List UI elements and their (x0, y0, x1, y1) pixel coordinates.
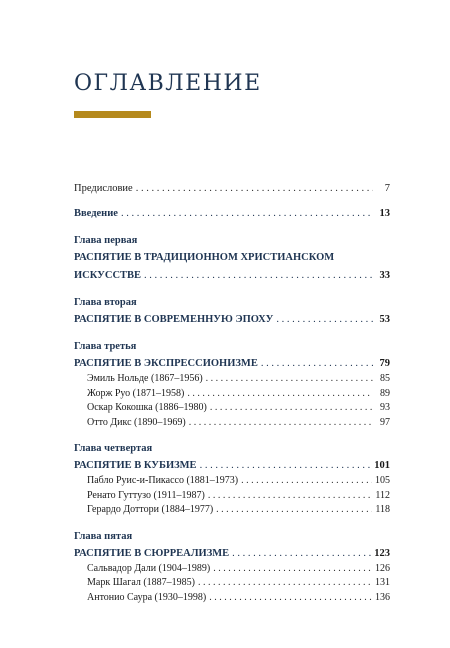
page-title: оглавление (74, 62, 262, 98)
toc-entry-title: Предисловие (74, 183, 133, 194)
dot-leader (136, 181, 373, 197)
chapter-label: Глава первая (74, 235, 138, 246)
toc-subentry[interactable] (74, 387, 390, 402)
toc-entry-intro[interactable] (74, 205, 390, 222)
toc-entry-title: Антонио Саура (1930–1998) (87, 591, 207, 603)
toc-entry-page: 131 (375, 577, 390, 588)
toc-entry-page: 53 (379, 314, 390, 325)
toc-subentry[interactable] (74, 416, 390, 431)
toc-entry-title: Ренато Гуттузо (1911–1987) (87, 489, 205, 501)
chapter-label: Глава третья (74, 341, 137, 352)
toc-subentry[interactable] (74, 576, 390, 591)
table-of-contents (74, 181, 390, 605)
toc-entry-title: РАСПЯТИЕ В СЮРРЕАЛИЗМЕ (74, 547, 230, 559)
toc-entry-title: Пабло Руис-и-Пикассо (1881–1973) (87, 475, 239, 486)
toc-entry-page: 136 (375, 591, 390, 603)
dot-leader (232, 545, 371, 562)
toc-entry-chapter-2[interactable] (74, 311, 390, 328)
dot-leader (208, 489, 373, 504)
toc-entry-title: Отто Дикс (1890–1969) (87, 416, 186, 428)
toc-entry-page: 126 (375, 562, 390, 574)
toc-entry-chapter-4[interactable] (74, 457, 390, 474)
dot-leader (210, 401, 373, 416)
toc-entry-page: 85 (380, 373, 390, 384)
toc-entry-title: Введение (74, 208, 118, 219)
chapter-label: Глава пятая (74, 530, 133, 542)
toc-entry-page: 101 (374, 460, 390, 471)
dot-leader (189, 416, 373, 431)
toc-subentry[interactable] (74, 474, 390, 489)
toc-subentry[interactable] (74, 503, 390, 518)
toc-entry-title: Герардо Доттори (1884–1977) (87, 504, 214, 515)
toc-subentry[interactable] (74, 591, 390, 606)
accent-bar (74, 111, 151, 118)
chapter-title-line[interactable]: РАСПЯТИЕ В ТРАДИЦИОННОМ ХРИСТИАНСКОМ (74, 252, 335, 263)
chapter-label: Глава четвертая (74, 443, 153, 454)
toc-subentry[interactable] (74, 372, 390, 387)
toc-entry-title: Жорж Руо (1871–1958) (87, 387, 185, 399)
toc-entry-page: 123 (374, 547, 390, 559)
dot-leader (276, 311, 373, 328)
toc-entry-page: 112 (375, 489, 390, 501)
toc-entry-title: Сальвадор Дали (1904–1989) (87, 562, 211, 574)
toc-entry-title: Эмиль Нольде (1867–1956) (87, 373, 203, 384)
dot-leader (206, 372, 373, 387)
dot-leader (241, 474, 372, 489)
dot-leader (121, 205, 373, 222)
dot-leader (144, 267, 373, 284)
toc-entry-title: Марк Шагал (1887–1985) (87, 577, 195, 588)
toc-entry-title: РАСПЯТИЕ В ЭКСПРЕССИОНИЗМЕ (74, 358, 258, 369)
toc-entry-title: РАСПЯТИЕ В СОВРЕМЕННУЮ ЭПОХУ (74, 314, 274, 325)
toc-entry-page: 105 (375, 475, 390, 486)
toc-entry-page: 93 (380, 402, 390, 413)
toc-subentry[interactable] (74, 489, 390, 504)
toc-entry-preface[interactable] (74, 181, 390, 197)
toc-entry-page: 13 (379, 208, 390, 219)
toc-entry-page: 79 (379, 358, 390, 369)
dot-leader (198, 576, 372, 591)
toc-entry-page: 89 (380, 387, 390, 399)
toc-entry-page: 118 (375, 504, 390, 515)
toc-entry-page: 97 (380, 416, 390, 428)
dot-leader (187, 387, 373, 402)
toc-entry-title: РАСПЯТИЕ В КУБИЗМЕ (74, 460, 197, 471)
toc-entry-title: ИСКУССТВЕ (74, 270, 142, 281)
toc-subentry[interactable] (74, 562, 390, 577)
toc-entry-chapter-1[interactable] (74, 267, 390, 284)
dot-leader (261, 355, 373, 372)
toc-entry-page: 7 (384, 183, 390, 194)
toc-entry-title: Оскар Кокошка (1886–1980) (87, 402, 207, 413)
toc-entry-chapter-5[interactable] (74, 545, 390, 562)
dot-leader (213, 562, 372, 577)
dot-leader (216, 503, 372, 518)
dot-leader (200, 457, 372, 474)
chapter-label: Глава вторая (74, 297, 137, 308)
dot-leader (209, 591, 372, 606)
toc-entry-chapter-3[interactable] (74, 355, 390, 372)
toc-entry-page: 33 (379, 270, 390, 281)
toc-subentry[interactable] (74, 401, 390, 416)
